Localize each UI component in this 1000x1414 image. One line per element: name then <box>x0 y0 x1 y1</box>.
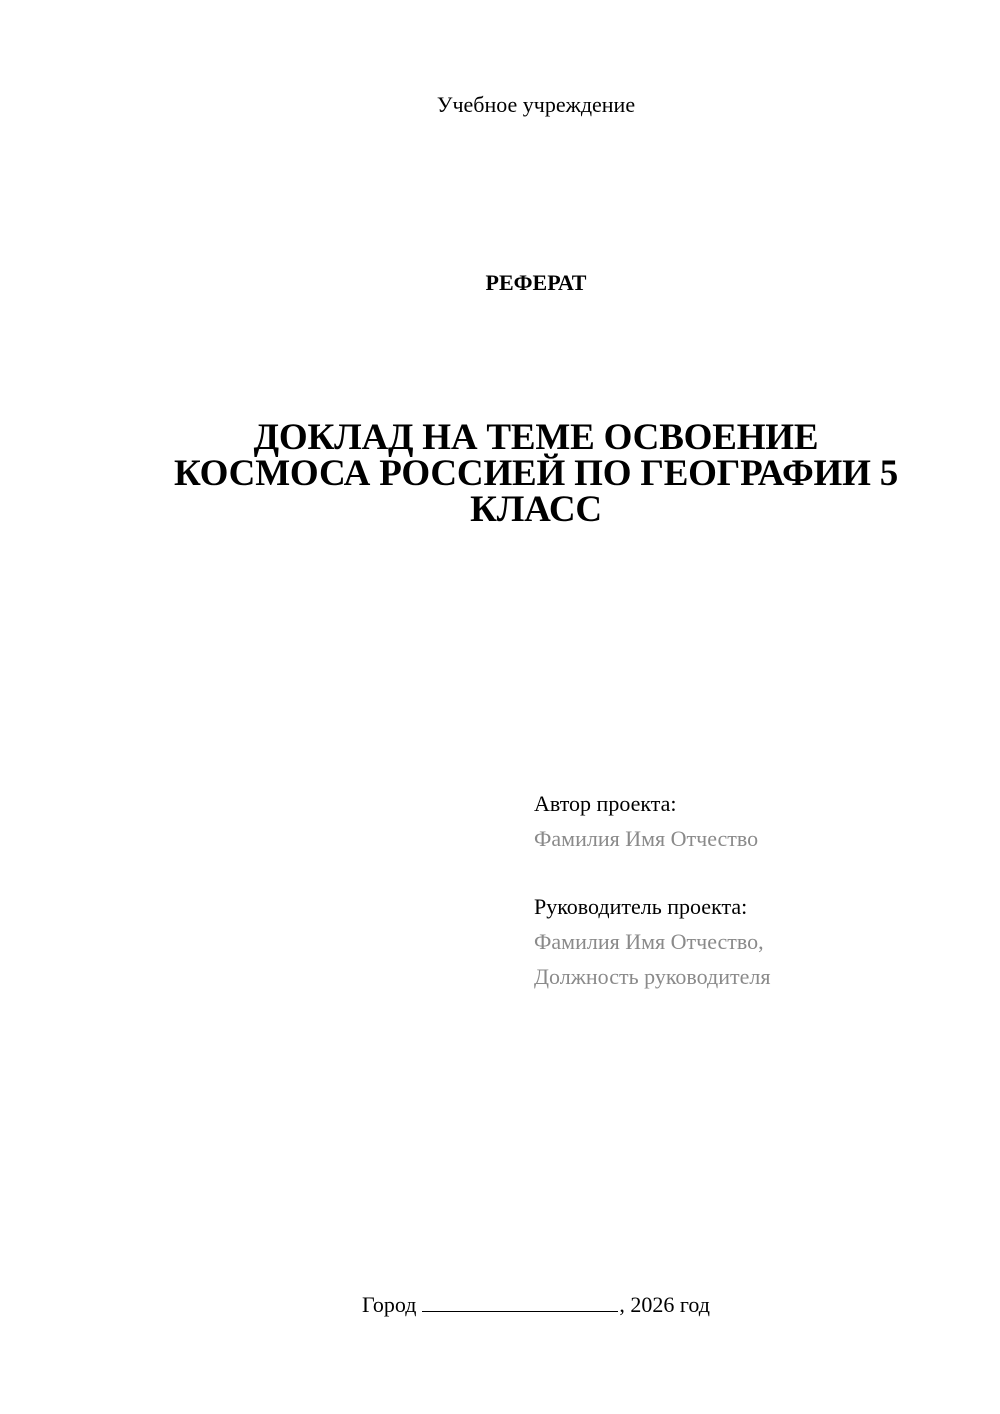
city-label: Город <box>362 1292 417 1317</box>
title-line-3: КЛАСС <box>470 489 602 530</box>
supervisor-label: Руководитель проекта: <box>534 894 748 919</box>
city-year-line <box>0 1290 1000 1320</box>
document-type: РЕФЕРАТ <box>485 270 587 295</box>
project-info-block <box>534 786 974 994</box>
title-line-2: КОСМОСА РОССИЕЙ ПО ГЕОГРАФИИ 5 <box>173 453 899 494</box>
institution-name: Учебное учреждение <box>436 92 636 117</box>
city-blank-line <box>422 1291 618 1312</box>
author-name: Фамилия Имя Отчество <box>534 826 759 851</box>
year-text: , 2026 год <box>619 1292 710 1317</box>
title-line-1: ДОКЛАД НА ТЕМЕ ОСВОЕНИЕ <box>253 417 819 458</box>
supervisor-name: Фамилия Имя Отчество, <box>534 929 764 954</box>
supervisor-position: Должность руководителя <box>534 964 771 989</box>
author-label: Автор проекта: <box>534 791 677 816</box>
document-title <box>100 417 972 530</box>
